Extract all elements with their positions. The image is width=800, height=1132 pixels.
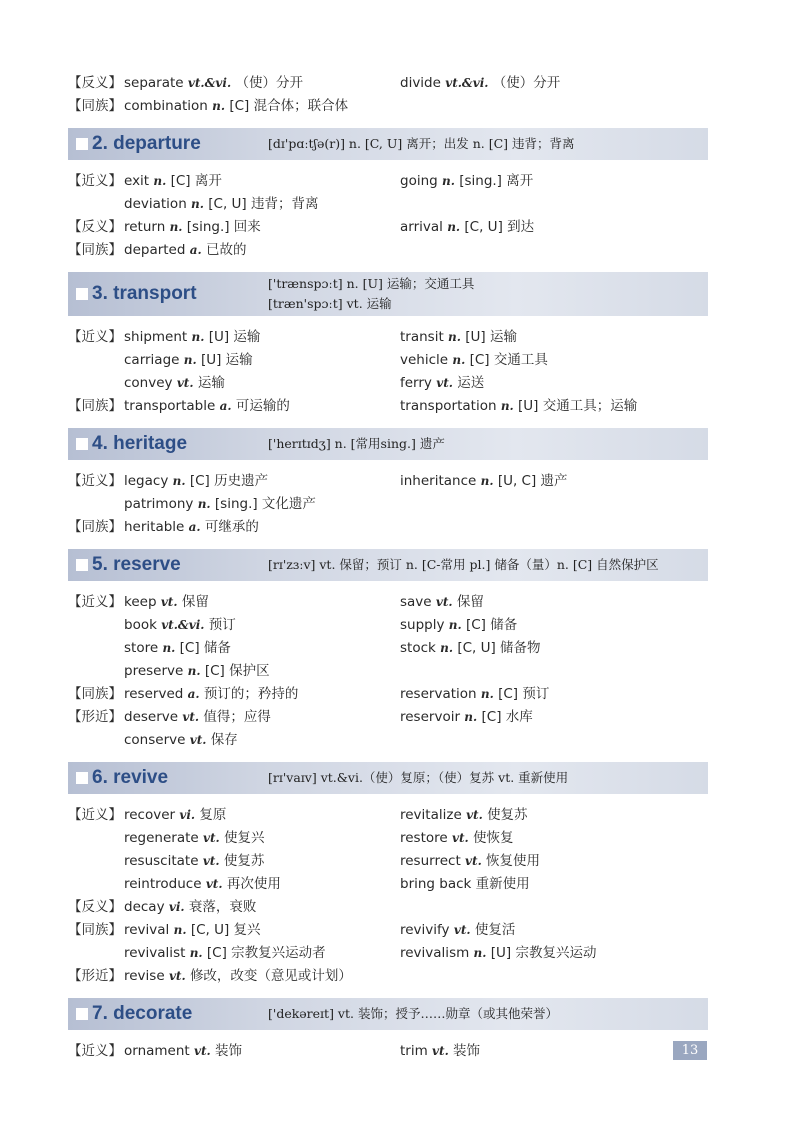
meaning: [C] 预订	[498, 686, 550, 702]
entry-row	[68, 239, 708, 262]
relation-tag: 【近义】	[68, 807, 122, 823]
meaning: [U] 宗教复兴运动	[490, 945, 597, 961]
square-bullet-icon	[76, 559, 88, 571]
entry-body	[68, 1040, 708, 1063]
part-of-speech: n.	[447, 220, 461, 234]
meaning: [C, U] 复兴	[190, 922, 261, 938]
related-word-left	[124, 193, 318, 216]
relation-tag: 【近义】	[68, 173, 122, 189]
meaning: [C] 离开	[170, 173, 222, 189]
word: conserve	[124, 732, 186, 748]
part-of-speech: n.	[448, 330, 461, 344]
related-word-left	[124, 660, 270, 683]
related-word-left	[124, 637, 231, 660]
entry-row	[68, 706, 708, 729]
entry-row	[68, 395, 708, 418]
related-word-right	[400, 591, 484, 614]
relation-tag: 【近义】	[68, 329, 122, 345]
related-word-left	[124, 395, 290, 418]
headword: 3. transport	[92, 283, 197, 304]
entry-row	[68, 216, 708, 239]
part-of-speech: n.	[153, 174, 167, 188]
related-word-right	[400, 706, 533, 729]
entry-row	[68, 827, 708, 850]
meaning: [C, U] 到达	[464, 219, 535, 235]
word: regenerate	[124, 830, 199, 846]
relation-tag: 【同族】	[68, 686, 122, 702]
meaning: 使复苏	[223, 853, 265, 869]
entry-header	[68, 272, 708, 316]
word: resurrect	[400, 853, 461, 869]
part-of-speech: vt.	[182, 710, 200, 724]
related-word-left	[124, 95, 348, 118]
definition-line: ['herɪtɪdʒ] n. [常用sing.] 遗产	[268, 436, 445, 451]
entry-row	[68, 614, 708, 637]
meaning: [C] 保护区	[204, 663, 270, 679]
square-bullet-icon	[76, 288, 88, 300]
related-word-left	[124, 349, 253, 372]
word: arrival	[400, 219, 443, 235]
word: resuscitate	[124, 853, 199, 869]
entry-row	[68, 850, 708, 873]
part-of-speech: n.	[480, 474, 494, 488]
word: revitalize	[400, 807, 462, 823]
word: going	[400, 173, 438, 189]
word: reservation	[400, 686, 477, 702]
related-word-left	[124, 804, 226, 827]
meaning: 保留	[181, 594, 209, 610]
part-of-speech: a.	[188, 520, 201, 534]
related-word-left	[124, 896, 256, 919]
part-of-speech: vt.	[432, 1044, 449, 1058]
related-word-left	[124, 942, 326, 965]
part-of-speech: vt.	[194, 1044, 211, 1058]
related-word-right	[400, 1040, 480, 1063]
part-of-speech: n.	[169, 220, 183, 234]
relation-tag: 【形近】	[68, 968, 122, 984]
part-of-speech: n.	[173, 923, 187, 937]
meaning: 保存	[210, 732, 238, 748]
word: legacy	[124, 473, 169, 489]
relation-tag: 【同族】	[68, 922, 122, 938]
entry-row	[68, 591, 708, 614]
part-of-speech: vt.	[436, 376, 453, 390]
word: vehicle	[400, 352, 449, 368]
related-word-left	[124, 614, 236, 637]
word: reintroduce	[124, 876, 202, 892]
entry-header	[68, 762, 708, 794]
meaning: 使复兴	[224, 830, 265, 846]
entry-row	[68, 1040, 708, 1063]
entry-row	[68, 896, 708, 919]
part-of-speech: n.	[448, 618, 462, 632]
headword: 4. heritage	[92, 433, 188, 454]
meaning: [sing.] 回来	[186, 219, 261, 235]
word: patrimony	[124, 496, 194, 512]
related-word-left	[124, 239, 246, 262]
relation-tag: 【反义】	[68, 219, 122, 235]
meaning: [U] 运输	[465, 329, 517, 345]
meaning: （使）分开	[235, 75, 303, 91]
entry-row	[68, 729, 708, 752]
word: heritable	[124, 519, 185, 535]
meaning: 使复活	[474, 922, 516, 938]
part-of-speech: vt.	[435, 595, 453, 609]
relation-tag: 【同族】	[68, 398, 122, 414]
related-word-left	[124, 827, 265, 850]
part-of-speech: n.	[189, 946, 203, 960]
word: combination	[124, 98, 208, 114]
entry-row	[68, 72, 708, 95]
meaning: [U, C] 遗产	[497, 473, 568, 489]
part-of-speech: n.	[191, 197, 204, 211]
part-of-speech: vt.	[160, 595, 178, 609]
definition-line: ['dekəreɪt] vt. 装饰；授予……勋章（或其他荣誉）	[268, 1006, 558, 1021]
related-word-left	[124, 591, 209, 614]
page-number: 13	[673, 1041, 707, 1060]
related-word-right	[400, 395, 637, 418]
part-of-speech: vt.&vi.	[445, 76, 489, 90]
related-word-right	[400, 216, 534, 239]
word: reserved	[124, 686, 184, 702]
part-of-speech: vt.	[176, 376, 194, 390]
word: divide	[400, 75, 441, 91]
meaning: 重新使用	[475, 876, 530, 892]
meaning: [U] 运输	[208, 329, 261, 345]
part-of-speech: n.	[480, 687, 494, 701]
related-word-right	[400, 72, 560, 95]
relation-tag: 【同族】	[68, 519, 122, 535]
meaning: 可继承的	[204, 519, 259, 535]
part-of-speech: vi.	[179, 808, 196, 822]
part-of-speech: vt.	[205, 877, 223, 891]
part-of-speech: vt.	[466, 808, 483, 822]
related-word-right	[400, 919, 515, 942]
entry-row	[68, 516, 708, 539]
meaning: 恢复使用	[486, 853, 541, 869]
headword: 5. reserve	[92, 554, 181, 575]
meaning: [U] 运输	[200, 352, 253, 368]
part-of-speech: vt.&vi.	[187, 76, 232, 90]
part-of-speech: n.	[473, 946, 487, 960]
word: exit	[124, 173, 150, 189]
entry-row	[68, 942, 708, 965]
word: ornament	[124, 1043, 190, 1059]
related-word-left	[124, 729, 238, 752]
meaning: 使复苏	[487, 807, 528, 823]
definition-line: [træn'spɔːt] vt. 运输	[268, 296, 392, 311]
part-of-speech: n.	[452, 353, 466, 367]
word: shipment	[124, 329, 188, 345]
part-of-speech: n.	[440, 641, 454, 655]
entry-row	[68, 683, 708, 706]
meaning: 可运输的	[235, 398, 290, 414]
related-word-right	[400, 470, 568, 493]
entry-row	[68, 193, 708, 216]
meaning: 修改，改变（意见或计划）	[189, 968, 352, 984]
entry-row	[68, 965, 708, 988]
meaning: [sing.] 文化遗产	[214, 496, 316, 512]
word: revivalism	[400, 945, 470, 961]
related-word-left	[124, 493, 316, 516]
relation-tag: 【近义】	[68, 594, 122, 610]
meaning: [C] 储备	[179, 640, 231, 656]
headword: 7. decorate	[92, 1003, 193, 1024]
part-of-speech: n.	[500, 399, 514, 413]
word: revival	[124, 922, 170, 938]
part-of-speech: vt.&vi.	[161, 618, 205, 632]
related-word-right	[400, 349, 548, 372]
meaning: 运输	[197, 375, 225, 391]
relation-tag: 【反义】	[68, 899, 122, 915]
word: book	[124, 617, 157, 633]
vocabulary-content	[68, 72, 708, 1063]
definition-line: ['trænspɔːt] n. [U] 运输；交通工具	[268, 276, 475, 291]
part-of-speech: vi.	[168, 900, 185, 914]
meaning: [C, U] 储备物	[457, 640, 541, 656]
word: store	[124, 640, 159, 656]
relation-tag: 【形近】	[68, 709, 122, 725]
meaning: [C] 混合体；联合体	[229, 98, 349, 114]
meaning: [C] 水库	[481, 709, 533, 725]
headword-definition	[268, 998, 558, 1030]
related-word-right	[400, 637, 541, 660]
related-word-right	[400, 326, 517, 349]
meaning: 复原	[199, 807, 227, 823]
part-of-speech: vt.	[203, 831, 220, 845]
entry-row	[68, 349, 708, 372]
word: ferry	[400, 375, 432, 391]
meaning: 预订	[208, 617, 236, 633]
entry-body	[68, 470, 708, 539]
entry-row	[68, 95, 708, 118]
relation-tag: 【近义】	[68, 1043, 122, 1059]
entry-row	[68, 372, 708, 395]
meaning: 装饰	[215, 1043, 243, 1059]
word: transportable	[124, 398, 216, 414]
relation-tag: 【反义】	[68, 75, 122, 91]
part-of-speech: a.	[189, 243, 202, 257]
entry-header	[68, 549, 708, 581]
headword-definition	[268, 128, 575, 160]
word: inheritance	[400, 473, 477, 489]
square-bullet-icon	[76, 772, 88, 784]
entry-header	[68, 428, 708, 460]
relation-tag: 【近义】	[68, 473, 122, 489]
meaning: 保留	[456, 594, 484, 610]
related-word-right	[400, 804, 528, 827]
part-of-speech: vt.	[202, 854, 220, 868]
part-of-speech: n.	[197, 497, 211, 511]
entry-body	[68, 804, 708, 988]
headword: 2. departure	[92, 133, 201, 154]
word: revivify	[400, 922, 450, 938]
meaning: 已故的	[205, 242, 247, 258]
meaning: [C] 历史遗产	[189, 473, 269, 489]
related-word-left	[124, 470, 268, 493]
square-bullet-icon	[76, 1008, 88, 1020]
entry-body	[68, 591, 708, 752]
word: bring back	[400, 876, 472, 892]
part-of-speech: vt.	[452, 831, 469, 845]
part-of-speech: n.	[183, 353, 197, 367]
square-bullet-icon	[76, 438, 88, 450]
related-word-left	[124, 873, 281, 896]
word: carriage	[124, 352, 180, 368]
meaning: 预订的；矜持的	[203, 686, 299, 702]
entry-row	[68, 637, 708, 660]
headword-definition	[268, 428, 445, 460]
related-word-left	[124, 516, 259, 539]
word: reservoir	[400, 709, 460, 725]
related-word-left	[124, 72, 303, 95]
meaning: [C] 交通工具	[469, 352, 548, 368]
meaning: [U] 交通工具；运输	[518, 398, 638, 414]
entry-row	[68, 660, 708, 683]
part-of-speech: vt.	[189, 733, 207, 747]
part-of-speech: a.	[219, 399, 232, 413]
headword-definition	[268, 274, 474, 314]
meaning: 装饰	[453, 1043, 481, 1059]
meaning: [C] 储备	[465, 617, 518, 633]
definition-line: [rɪ'vaɪv] vt.&vi.（使）复原；（使）复苏 vt. 重新使用	[268, 770, 569, 785]
part-of-speech: a.	[187, 687, 200, 701]
word: revivalist	[124, 945, 186, 961]
headword: 6. revive	[92, 767, 169, 788]
word: supply	[400, 617, 445, 633]
entry-header	[68, 128, 708, 160]
entry-row	[68, 804, 708, 827]
entry-row	[68, 493, 708, 516]
related-word-right	[400, 827, 514, 850]
meaning: 运送	[457, 375, 485, 391]
headword-definition	[268, 762, 568, 794]
related-word-left	[124, 170, 222, 193]
relation-tag: 【同族】	[68, 98, 122, 114]
word: preserve	[124, 663, 184, 679]
entry-row	[68, 170, 708, 193]
part-of-speech: n.	[187, 664, 201, 678]
related-word-right	[400, 170, 533, 193]
word: decay	[124, 899, 165, 915]
entry-row	[68, 873, 708, 896]
word: transportation	[400, 398, 497, 414]
definition-line: [dɪ'pɑːtʃə(r)] n. [C, U] 离开；出发 n. [C] 违背；背离	[268, 136, 575, 151]
part-of-speech: n.	[172, 474, 186, 488]
headword-definition	[268, 549, 659, 581]
related-word-left	[124, 919, 261, 942]
word: keep	[124, 594, 157, 610]
meaning: 衰落，衰败	[188, 899, 257, 915]
meaning: 值得；应得	[203, 709, 271, 725]
entry-body	[68, 170, 708, 262]
word: deserve	[124, 709, 179, 725]
word: transit	[400, 329, 444, 345]
part-of-speech: n.	[442, 174, 455, 188]
meaning: [sing.] 离开	[459, 173, 534, 189]
word: revise	[124, 968, 165, 984]
meaning: [C, U] 违背；背离	[208, 196, 319, 212]
part-of-speech: vt.	[465, 854, 482, 868]
related-word-left	[124, 372, 225, 395]
related-word-right	[400, 372, 484, 395]
related-word-right	[400, 614, 517, 637]
entry-row	[68, 326, 708, 349]
word: stock	[400, 640, 436, 656]
related-word-left	[124, 683, 298, 706]
related-word-right	[400, 873, 530, 896]
meaning: 使恢复	[473, 830, 514, 846]
part-of-speech: n.	[464, 710, 478, 724]
word: convey	[124, 375, 173, 391]
part-of-speech: n.	[191, 330, 205, 344]
entry-header	[68, 998, 708, 1030]
related-word-left	[124, 850, 264, 873]
square-bullet-icon	[76, 138, 88, 150]
related-word-left	[124, 216, 261, 239]
related-word-left	[124, 326, 260, 349]
word: separate	[124, 75, 184, 91]
part-of-speech: vt.	[453, 923, 471, 937]
related-word-right	[400, 850, 540, 873]
related-word-left	[124, 965, 352, 988]
word: save	[400, 594, 432, 610]
word: restore	[400, 830, 448, 846]
word: departed	[124, 242, 186, 258]
word: return	[124, 219, 166, 235]
entry-row	[68, 470, 708, 493]
definition-line: [rɪ'zɜːv] vt. 保留；预订 n. [C-常用 pl.] 储备（量）n. [C] 自然保护区	[268, 557, 659, 572]
meaning: （使）分开	[492, 75, 561, 91]
entry-row	[68, 919, 708, 942]
meaning: [C] 宗教复兴运动者	[206, 945, 326, 961]
related-word-right	[400, 942, 596, 965]
relation-tag: 【同族】	[68, 242, 122, 258]
word: deviation	[124, 196, 187, 212]
related-word-left	[124, 1040, 242, 1063]
part-of-speech: n.	[212, 99, 226, 113]
word: recover	[124, 807, 176, 823]
word: trim	[400, 1043, 428, 1059]
related-word-right	[400, 683, 549, 706]
related-word-left	[124, 706, 271, 729]
meaning: 再次使用	[226, 876, 281, 892]
top-rows	[68, 72, 708, 118]
entry-body	[68, 326, 708, 418]
part-of-speech: vt.	[168, 969, 186, 983]
part-of-speech: n.	[162, 641, 176, 655]
